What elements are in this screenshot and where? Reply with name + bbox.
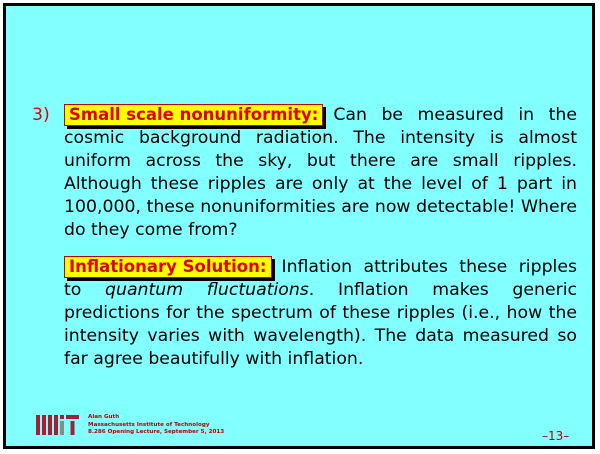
footer-author: Alan Guth [88,414,120,420]
slide [3,3,595,449]
solution-label-box: Inflationary Solution: [64,256,272,278]
footer-credits [88,414,224,437]
solution-text-after: . Inflation makes generic predictions for the spectrum of these ripples (i.e., how the intensity varies with wavelength). The data measured so far agree beautifully with inflation. [64,280,577,369]
solution-text-before: Inflation attributes these ripples to [64,257,577,300]
footer-lecture: 8.286 Opening Lecture, September 5, 2013 [88,429,225,436]
mit-logo-icon [36,412,80,438]
footer-institution: Massachusetts Institute of Technology [88,421,210,428]
solution-text-italic: quantum fluctuations [105,280,309,300]
bullet-point [32,104,577,371]
item-text: Can be measured in the cosmic background radiation. The intensity is almost uniform across the sky, but there are small ripples. Although these ripples are only at the level of 1 part in 100,000, these nonuniformities are now detectable! Where do they come from? [64,105,577,240]
item-number: 3) [32,105,50,125]
item-paragraph [64,104,577,242]
page-number: –13– [542,429,570,443]
solution-paragraph [64,256,577,371]
item-label-box: Small scale nonuniformity: [64,104,323,126]
